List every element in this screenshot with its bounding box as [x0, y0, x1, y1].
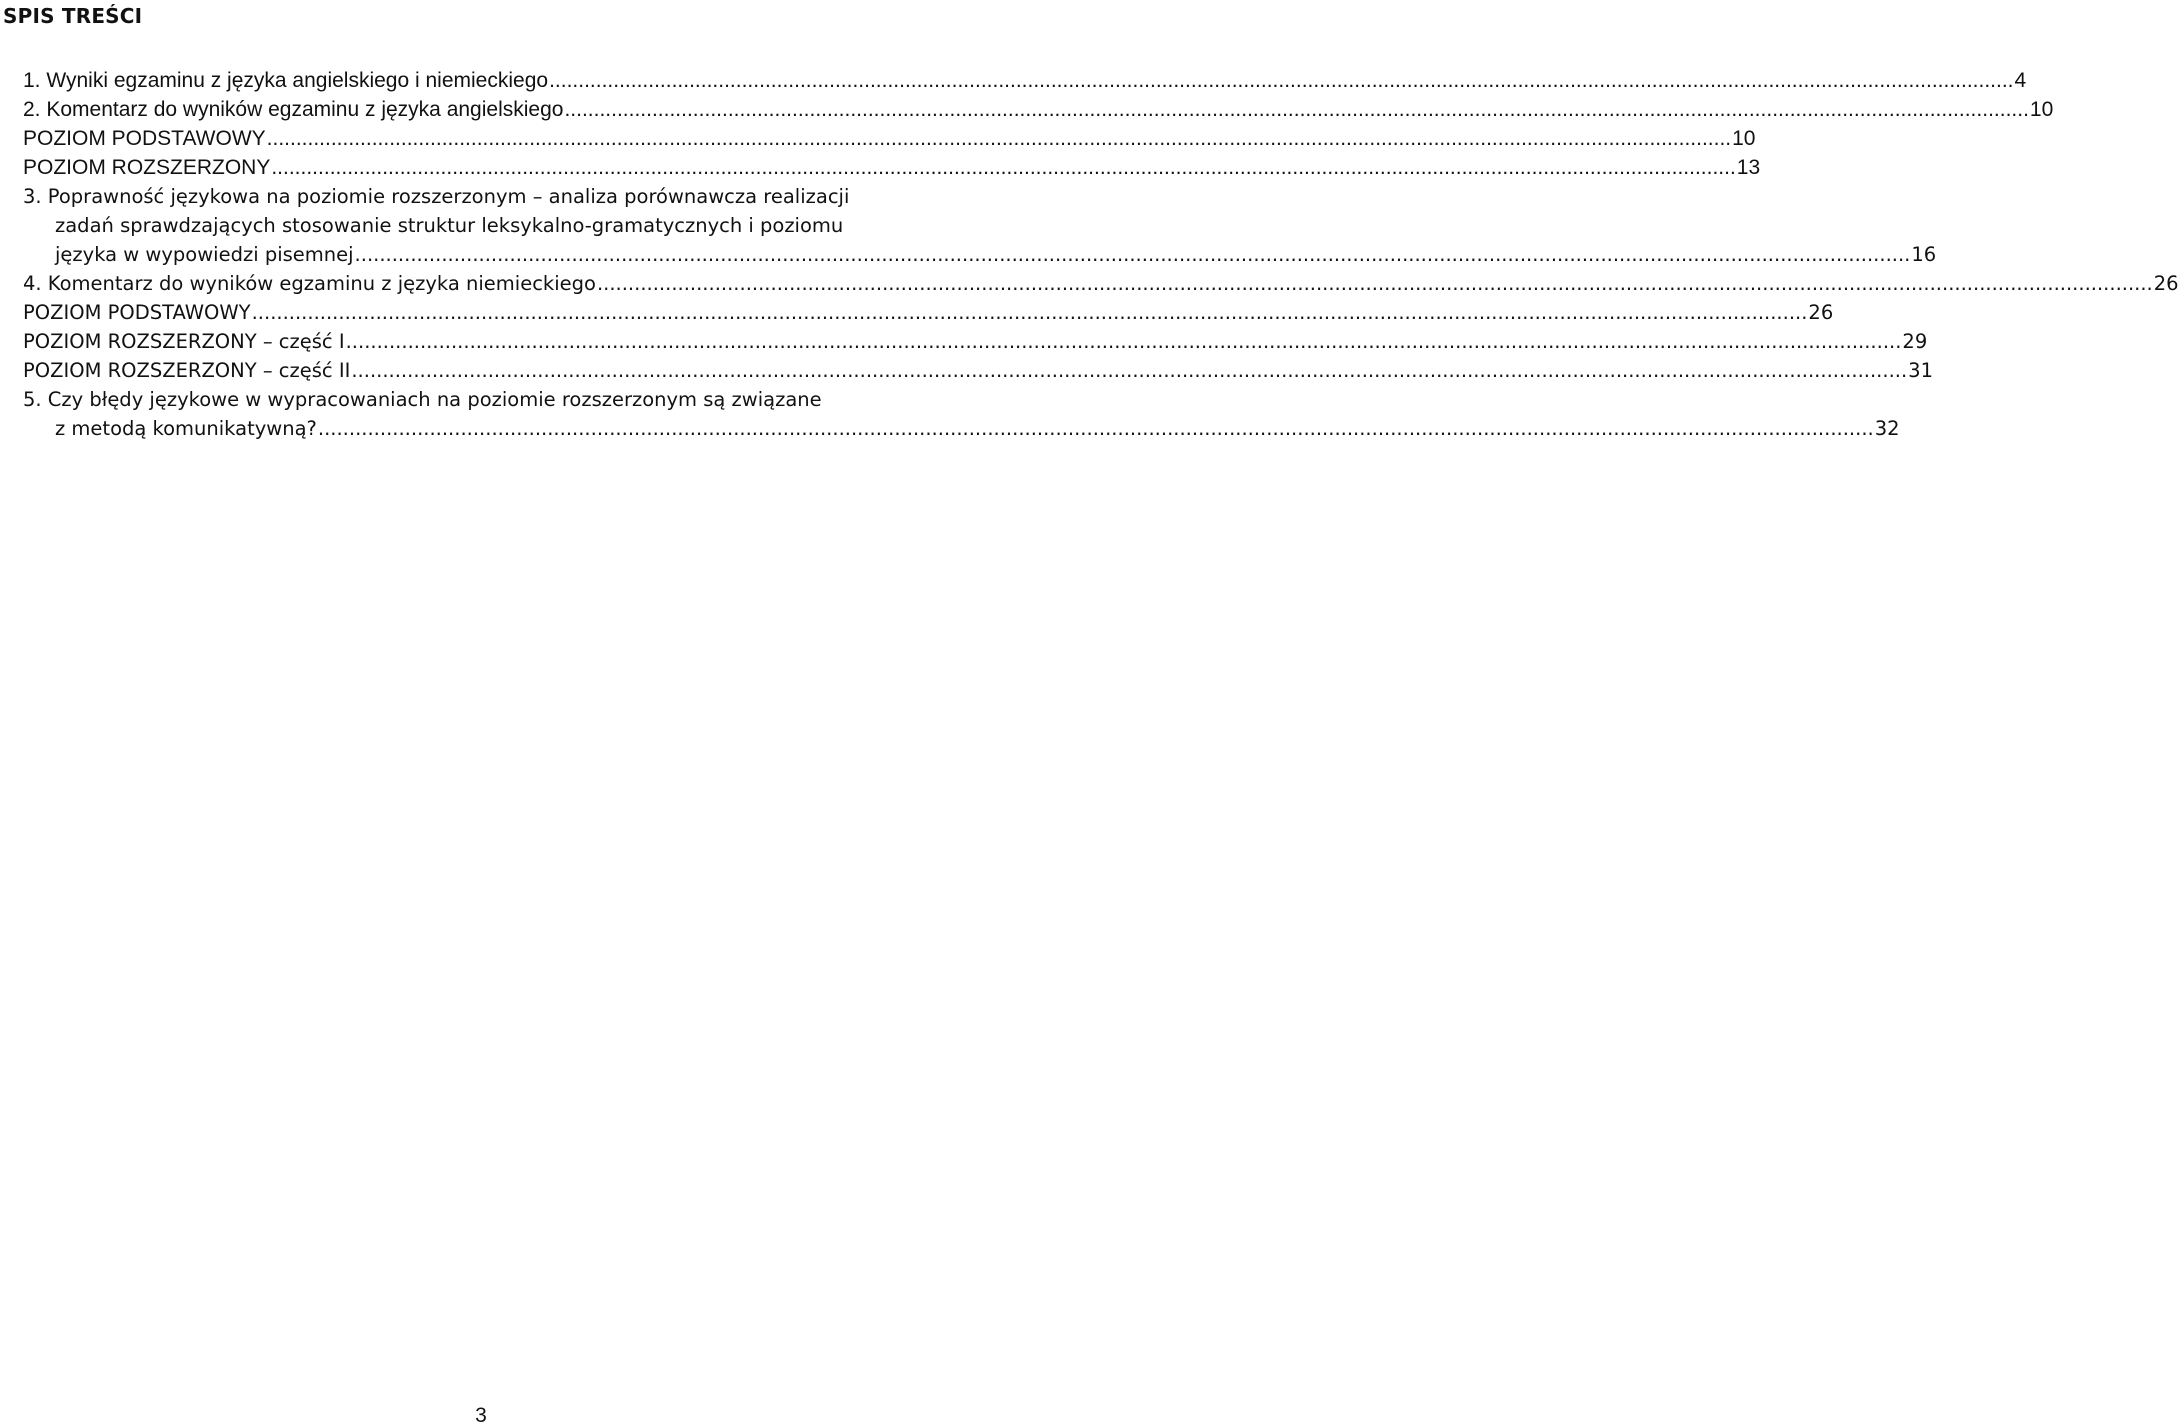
toc-entry-4-rozszerzony-2[interactable]: [23, 356, 1933, 385]
toc-entry-4-rozszerzony-1[interactable]: [23, 327, 1928, 356]
toc-entry-page: 4: [2014, 69, 2027, 92]
toc-entry-label: 4. Komentarz do wyników egzaminu z języka niemieckiego: [23, 272, 596, 295]
dot-leader: [355, 240, 1911, 269]
toc-entry-page: 31: [1908, 359, 1933, 382]
table-of-contents: [23, 66, 2179, 443]
toc-entry-label: POZIOM PODSTAWOWY: [23, 301, 251, 324]
toc-entry-label: POZIOM ROZSZERZONY – część II: [23, 359, 351, 382]
dot-leader: [252, 298, 1808, 327]
toc-entry-page: 26: [2153, 272, 2179, 295]
toc-entry-page: 13: [1736, 156, 1761, 179]
toc-entry-line: 3. Poprawność językowa na poziomie rozszerzonym – analiza porównawcza realizacji: [23, 185, 850, 208]
toc-entry-5[interactable]: [23, 385, 1900, 443]
toc-entry-line: 5. Czy błędy językowe w wypracowaniach na poziomie rozszerzonym są związane: [23, 388, 822, 411]
toc-entry-page: 26: [1808, 301, 1834, 324]
toc-entry-page: 10: [1732, 127, 1756, 150]
toc-heading: SPIS TREŚCI: [3, 4, 143, 28]
toc-entry-line: zadań sprawdzających stosowanie struktur leksykalno-gramatycznych i poziomu: [55, 214, 844, 237]
page-number: 3: [475, 1404, 487, 1427]
dot-leader: [267, 124, 1731, 153]
toc-entry-label: POZIOM PODSTAWOWY: [23, 127, 266, 150]
toc-entry-2-podstawowy[interactable]: [23, 124, 1756, 153]
dot-leader: [564, 95, 2028, 124]
dot-leader: [271, 153, 1735, 182]
toc-entry-label: POZIOM ROZSZERZONY – część I: [23, 330, 345, 353]
dot-leader: [549, 66, 2013, 95]
toc-entry-label: POZIOM ROZSZERZONY: [23, 156, 271, 179]
dot-leader: [597, 269, 2153, 298]
toc-entry-page: 32: [1874, 417, 1900, 440]
toc-entry-3[interactable]: [23, 182, 1937, 269]
toc-entry-4[interactable]: [23, 269, 2179, 298]
toc-entry-1[interactable]: [23, 66, 2027, 95]
toc-entry-label: z metodą komunikatywną?: [55, 417, 317, 440]
toc-entry-2[interactable]: [23, 95, 2054, 124]
toc-entry-label: języka w wypowiedzi pisemnej: [55, 243, 354, 266]
toc-entry-page: 10: [2029, 98, 2054, 121]
toc-entry-2-rozszerzony[interactable]: [23, 153, 1761, 182]
toc-entry-label: 1. Wyniki egzaminu z języka angielskiego i niemieckiego: [23, 69, 549, 92]
dot-leader: [346, 327, 1902, 356]
dot-leader: [318, 414, 1874, 443]
toc-entry-4-podstawowy[interactable]: [23, 298, 1834, 327]
toc-entry-page: 29: [1902, 330, 1928, 353]
dot-leader: [351, 356, 1907, 385]
toc-entry-label: 2. Komentarz do wyników egzaminu z języka angielskiego: [23, 98, 564, 121]
toc-entry-page: 16: [1911, 243, 1937, 266]
